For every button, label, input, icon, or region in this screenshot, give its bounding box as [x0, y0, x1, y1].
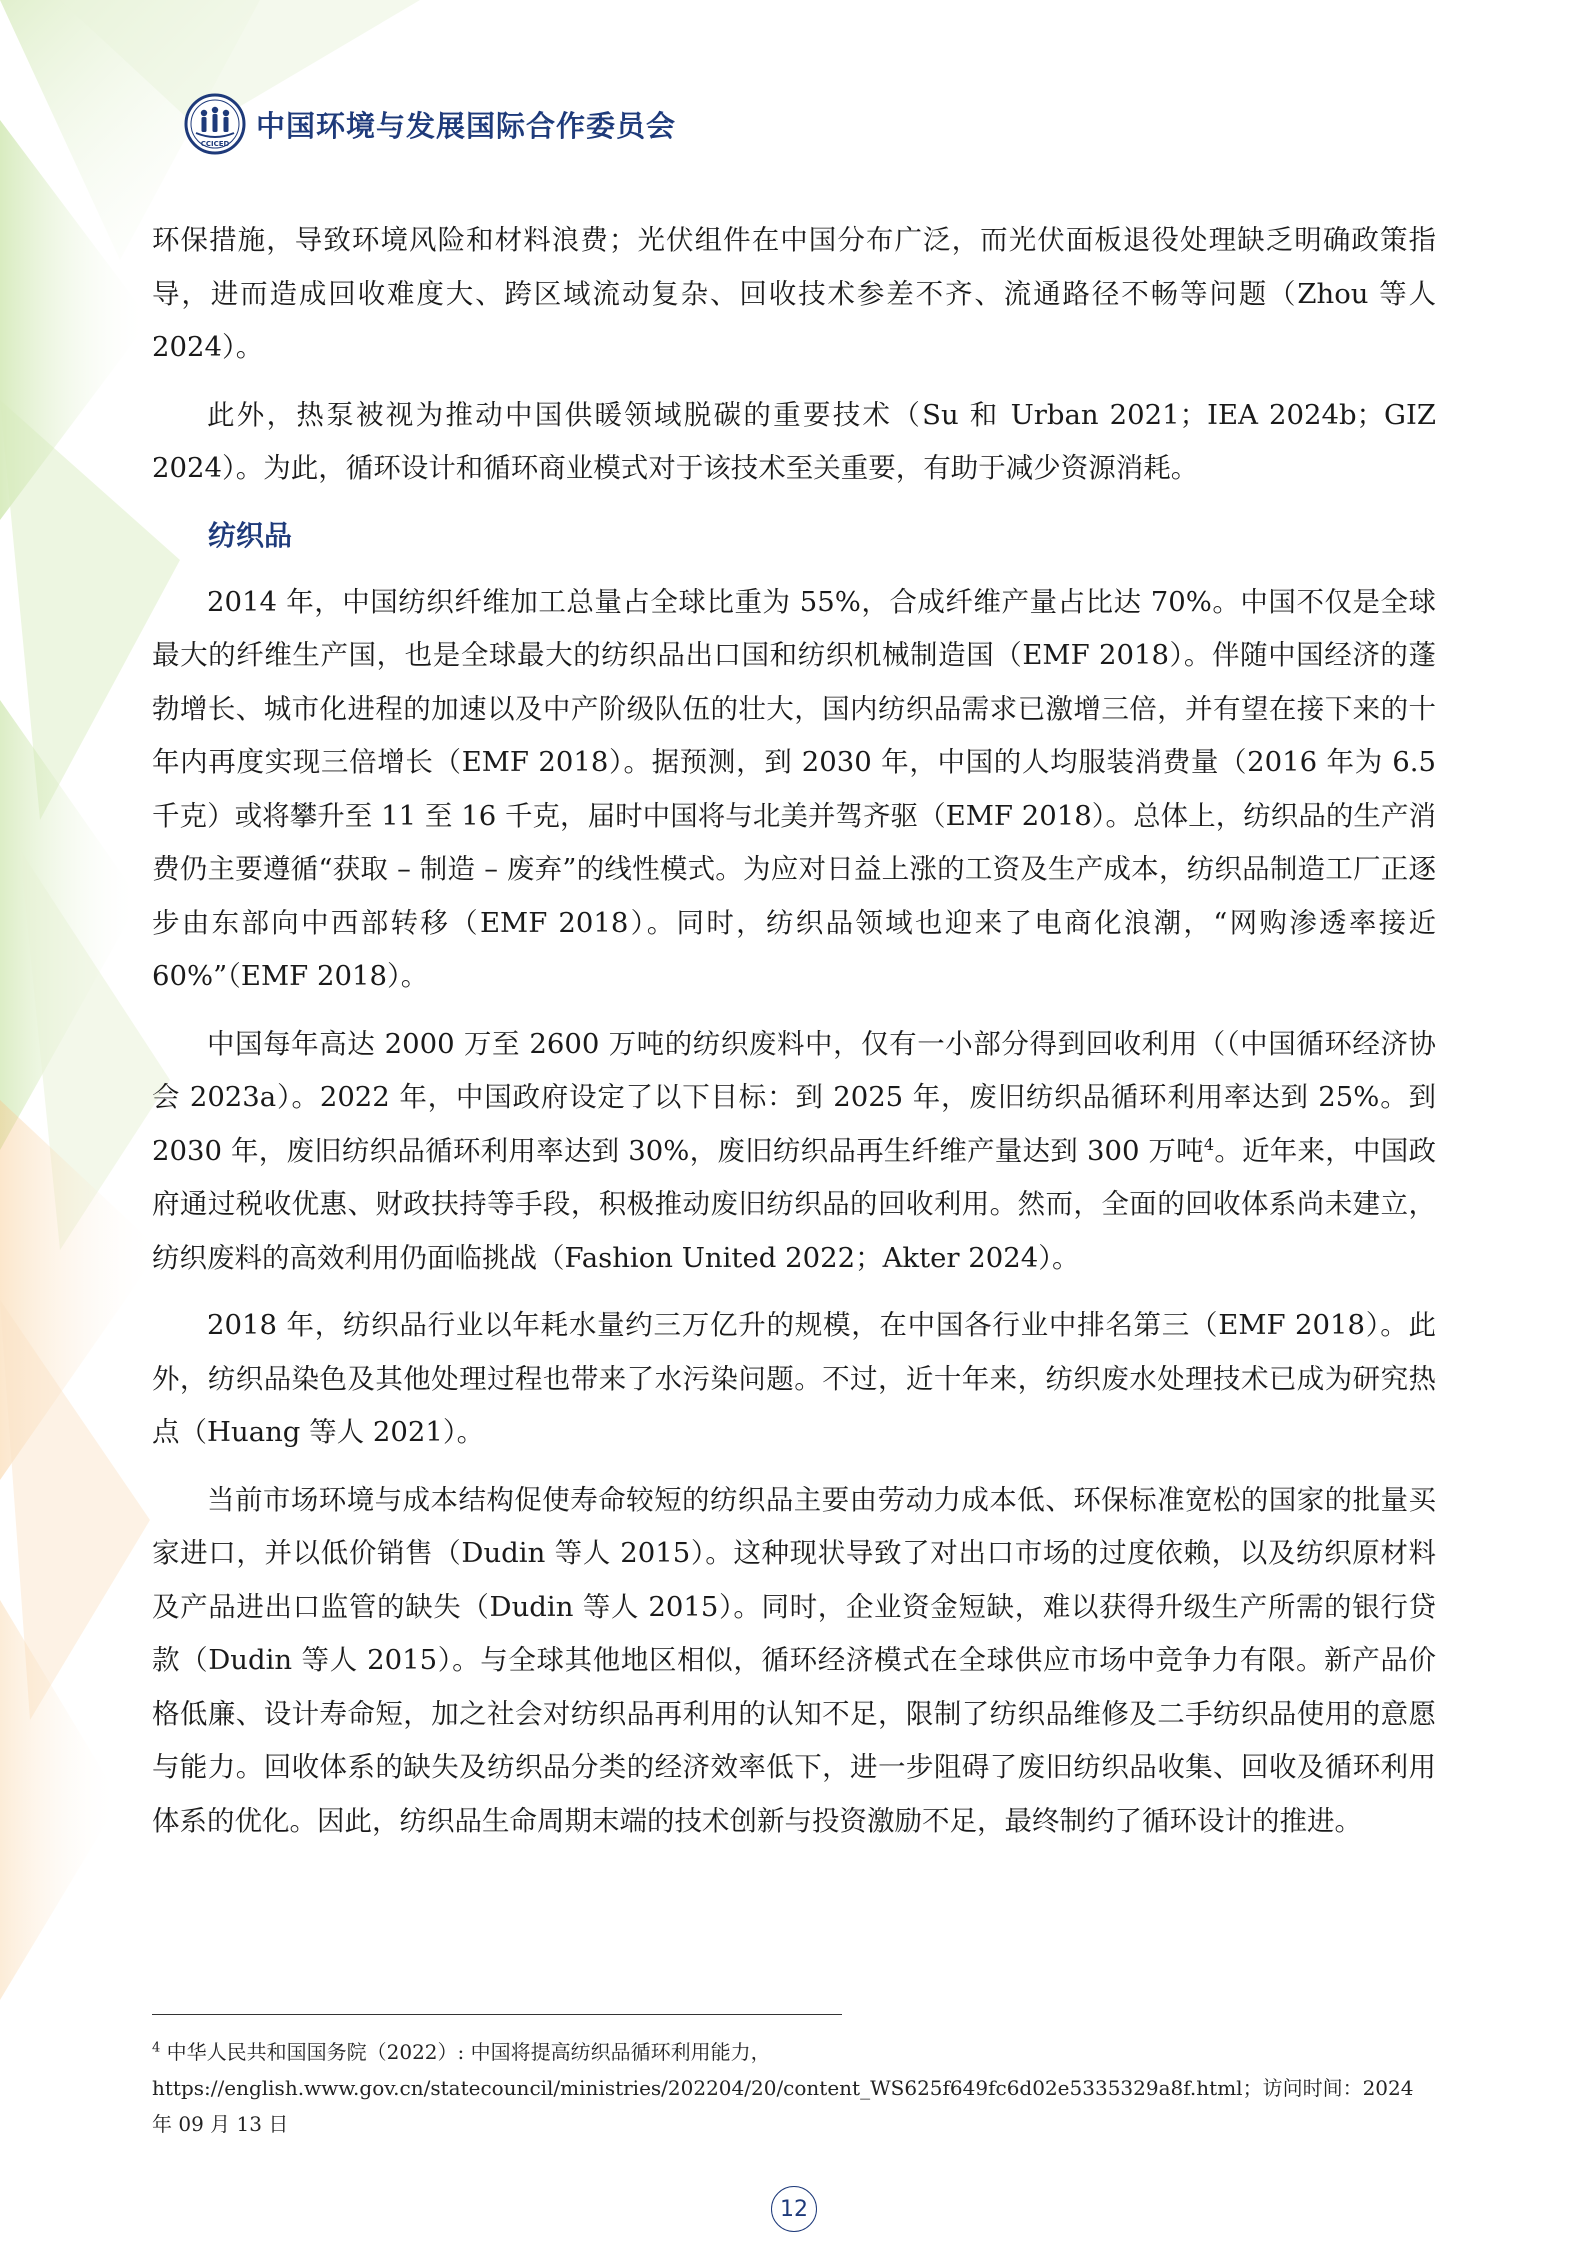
svg-text:CCICED: CCICED [200, 140, 230, 148]
org-name: 中国环境与发展国际合作委员会 [256, 108, 677, 143]
paragraph-6: 当前市场环境与成本结构促使寿命较短的纺织品主要由劳动力成本低、环保标准宽松的国家的批量买家进口，并以低价销售（Dudin 等人 2015）。这种现状导致了对出口市场的过度依赖，以及纺织原材料及产品进出口监管的缺失（Dudin 等人 2015）。同时，企业资金短缺，难以获得升级生产所需的银行贷款（Dudin 等人 2015）。与全球其他地区相似，循环经济模式在全球供应市场中竞争力有限。新产品价格低廉、设计寿命短，加之社会对纺织品再利用的认知不足，限制了纺织品维修及二手纺织品使用的意愿与能力。回收体系的缺失及纺织品分类的经济效率低下，进一步阻碍了废旧纺织品收集、回收及循环利用体系的优化。因此，纺织品生命周期末端的技术创新与投资激励不足，最终制约了循环设计的推进。 [152, 1483, 1436, 1837]
page-number: 12 [771, 2186, 817, 2232]
paragraph-5: 2018 年，纺织品行业以年耗水量约三万亿升的规模，在中国各行业中排名第三（EMF 2018）。此外，纺织品染色及其他处理过程也带来了水污染问题。不过，近十年来，纺织废水处理技术已成为研究热点（Huang 等人 2021）。 [152, 1309, 1436, 1448]
footnote [152, 2034, 1436, 2142]
footnote-divider [152, 2014, 842, 2015]
main-content [152, 214, 1436, 1862]
footnote-ref-4[interactable]: 4 [1203, 1134, 1215, 1154]
footnote-marker: 4 [152, 2040, 161, 2056]
paragraph-2: 此外，热泵被视为推动中国供暖领域脱碳的重要技术（Su 和 Urban 2021；IEA 2024b；GIZ 2024）。为此，循环设计和循环商业模式对于该技术至关重要，有助于减少资源消耗。 [152, 398, 1436, 484]
paragraph-1: 环保措施，导致环境风险和材料浪费；光伏组件在中国分布广泛，而光伏面板退役处理缺乏明确政策指导，进而造成回收难度大、跨区域流动复杂、回收技术参差不齐、流通路径不畅等问题（Zhou 等人 2024）。 [152, 224, 1436, 363]
paragraph-4-text-a: 中国每年高达 2000 万至 2600 万吨的纺织废料中，仅有一小部分得到回收利用（（中国循环经济协会 2023a）。2022 年，中国政府设定了以下目标：到 2025 年，废旧纺织品循环利用率达到 25%。到 2030 年，废旧纺织品循环利用率达到 30%，废旧纺织品再生纤维产量达到 300 万吨 [152, 1027, 1436, 1167]
footnote-text: 中华人民共和国国务院（2022）: 中国将提高纺织品循环利用能力，https://english.www.gov.cn/statecouncil/ministries/202204/20/content_WS625f649fc6d02e5335329a8f.html；访问时间：2024 年 09 月 13 日 [152, 2040, 1414, 2136]
page-header [184, 92, 676, 156]
paragraph-3: 2014 年，中国纺织纤维加工总量占全球比重为 55%，合成纤维产量占比达 70%。中国不仅是全球最大的纤维生产国，也是全球最大的纺织品出口国和纺织机械制造国（EMF 2018）。伴随中国经济的蓬勃增长、城市化进程的加速以及中产阶级队伍的壮大，国内纺织品需求已激增三倍，并有望在接下来的十年内再度实现三倍增长（EMF 2018）。据预测，到 2030 年，中国的人均服装消费量（2016 年为 6.5 千克）或将攀升至 11 至 16 千克，届时中国将与北美并驾齐驱（EMF 2018）。总体上，纺织品的生产消费仍主要遵循“获取 – 制造 – 废弃”的线性模式。为应对日益上涨的工资及生产成本，纺织品制造工厂正逐步由东部向中西部转移（EMF 2018）。同时，纺织品领域也迎来了电商化浪潮，“网购渗透率接近 60%”（EMF 2018）。 [152, 585, 1436, 992]
section-heading-textiles: 纺织品 [208, 518, 293, 552]
paragraph-4 [152, 1018, 1436, 1286]
cciced-logo [184, 93, 246, 155]
paragraph-4-text-b: 。近年来，中国政府通过税收优惠、财政扶持等手段，积极推动废旧纺织品的回收利用。然而，全面的回收体系尚未建立，纺织废料的高效利用仍面临挑战（Fashion United 2022；Akter 2024）。 [152, 1134, 1437, 1274]
